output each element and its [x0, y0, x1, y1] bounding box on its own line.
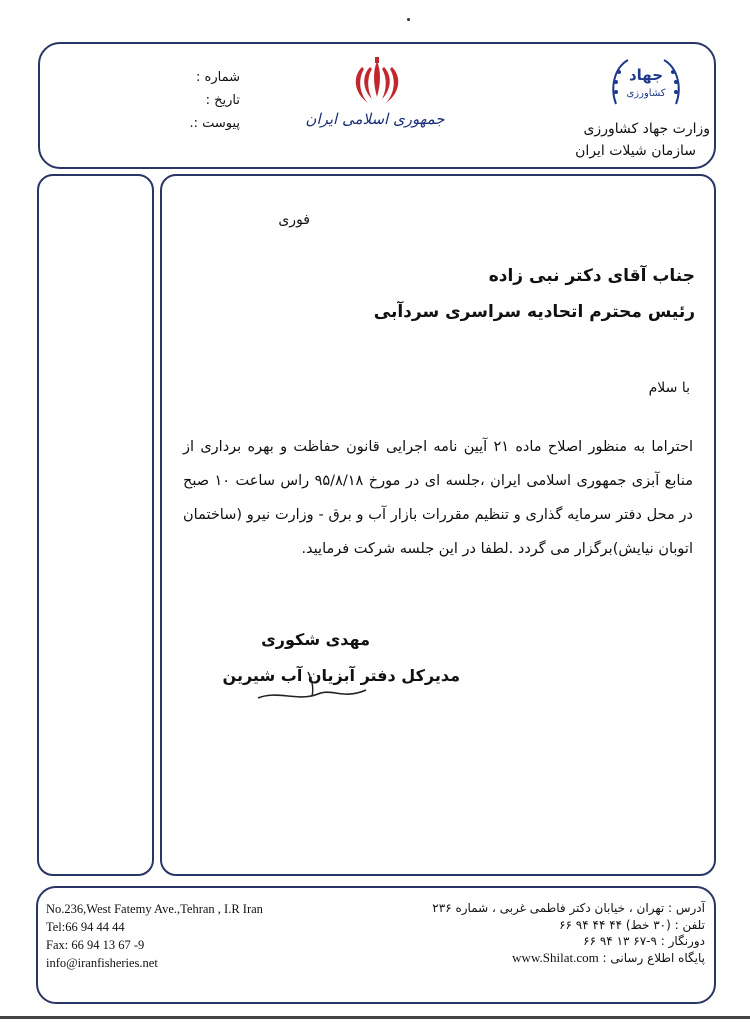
- recipient-block: [300, 258, 695, 330]
- recipient-title: رئیس محترم اتحادیه سراسری سردآبی: [373, 302, 695, 322]
- logo-text-sub: کشاورزی: [626, 88, 666, 99]
- attachment-label: پیوست :.: [189, 116, 240, 131]
- letter-meta: [150, 66, 240, 135]
- email-en[interactable]: info@iranfisheries.net: [46, 956, 158, 970]
- address-en: No.236,West Fatemy Ave.,Tehran , I.R Iran: [46, 902, 263, 916]
- address-fa: آدرس : تهران ، خیابان دکتر فاطمی غربی ، شماره ۲۳۶: [432, 901, 705, 915]
- letter-paragraph: احتراما به منظور اصلاح ماده ۲۱ آیین نامه اجرایی قانون حفاظت و بهره برداری از منابع آبزی جمهوری اسلامی ایران ،جلسه ای در مورخ ۹۵/۸/۱۸ راس ساعت ۱۰ صبح در محل دفتر سرمایه گذاری و تنظیم مقررات بازار آب و برق - وزارت نیرو (ساختمان اتوبان نیایش)برگزار می گردد .لطفا در این جلسه شرکت فرمایید.: [183, 439, 694, 557]
- ministry-name: وزارت جهاد کشاورزی: [583, 121, 710, 137]
- greeting: با سلام: [648, 380, 690, 396]
- tel-en: Tel:66 94 44 44: [46, 920, 125, 934]
- logo-text-main: جهاد: [628, 66, 664, 84]
- signer-title: مدیرکل دفتر آبزیان آب شیرین: [222, 666, 460, 685]
- jihad-keshavarzi-logo: [608, 52, 684, 112]
- website-label: پایگاه اطلاع رسانی :: [602, 950, 705, 965]
- handwritten-signature: [248, 650, 378, 710]
- number-label: شماره :: [196, 70, 240, 85]
- website-row: [420, 950, 705, 967]
- organization-name: سازمان شیلات ایران: [575, 143, 696, 159]
- page-edge-line: [0, 1016, 750, 1019]
- footer-address-fa: [420, 900, 705, 966]
- fax-en: Fax: 66 94 13 67 -9: [46, 938, 145, 952]
- footer-address-en: [46, 900, 346, 972]
- fax-fa: دورنگار : ۹-۶۷ ۱۳ ۹۴ ۶۶: [583, 934, 705, 948]
- recipient-name: جناب آقای دکتر نبی زاده: [488, 266, 695, 286]
- iran-emblem-icon: [348, 57, 406, 107]
- top-mark: [407, 18, 410, 21]
- tel-fa: تلفن : (۳۰ خط) ۴۴ ۴۴ ۹۴ ۶۶: [559, 917, 705, 932]
- ministry-block: [520, 118, 710, 162]
- republic-title: جمهوری اسلامی ایران: [305, 110, 445, 128]
- signer-name: مهدی شکوری: [261, 630, 370, 649]
- website-link[interactable]: www.Shilat.com: [512, 949, 599, 965]
- date-label: تاریخ :: [205, 93, 240, 108]
- urgency-label: فوری: [278, 212, 310, 228]
- left-margin-frame: [37, 174, 154, 876]
